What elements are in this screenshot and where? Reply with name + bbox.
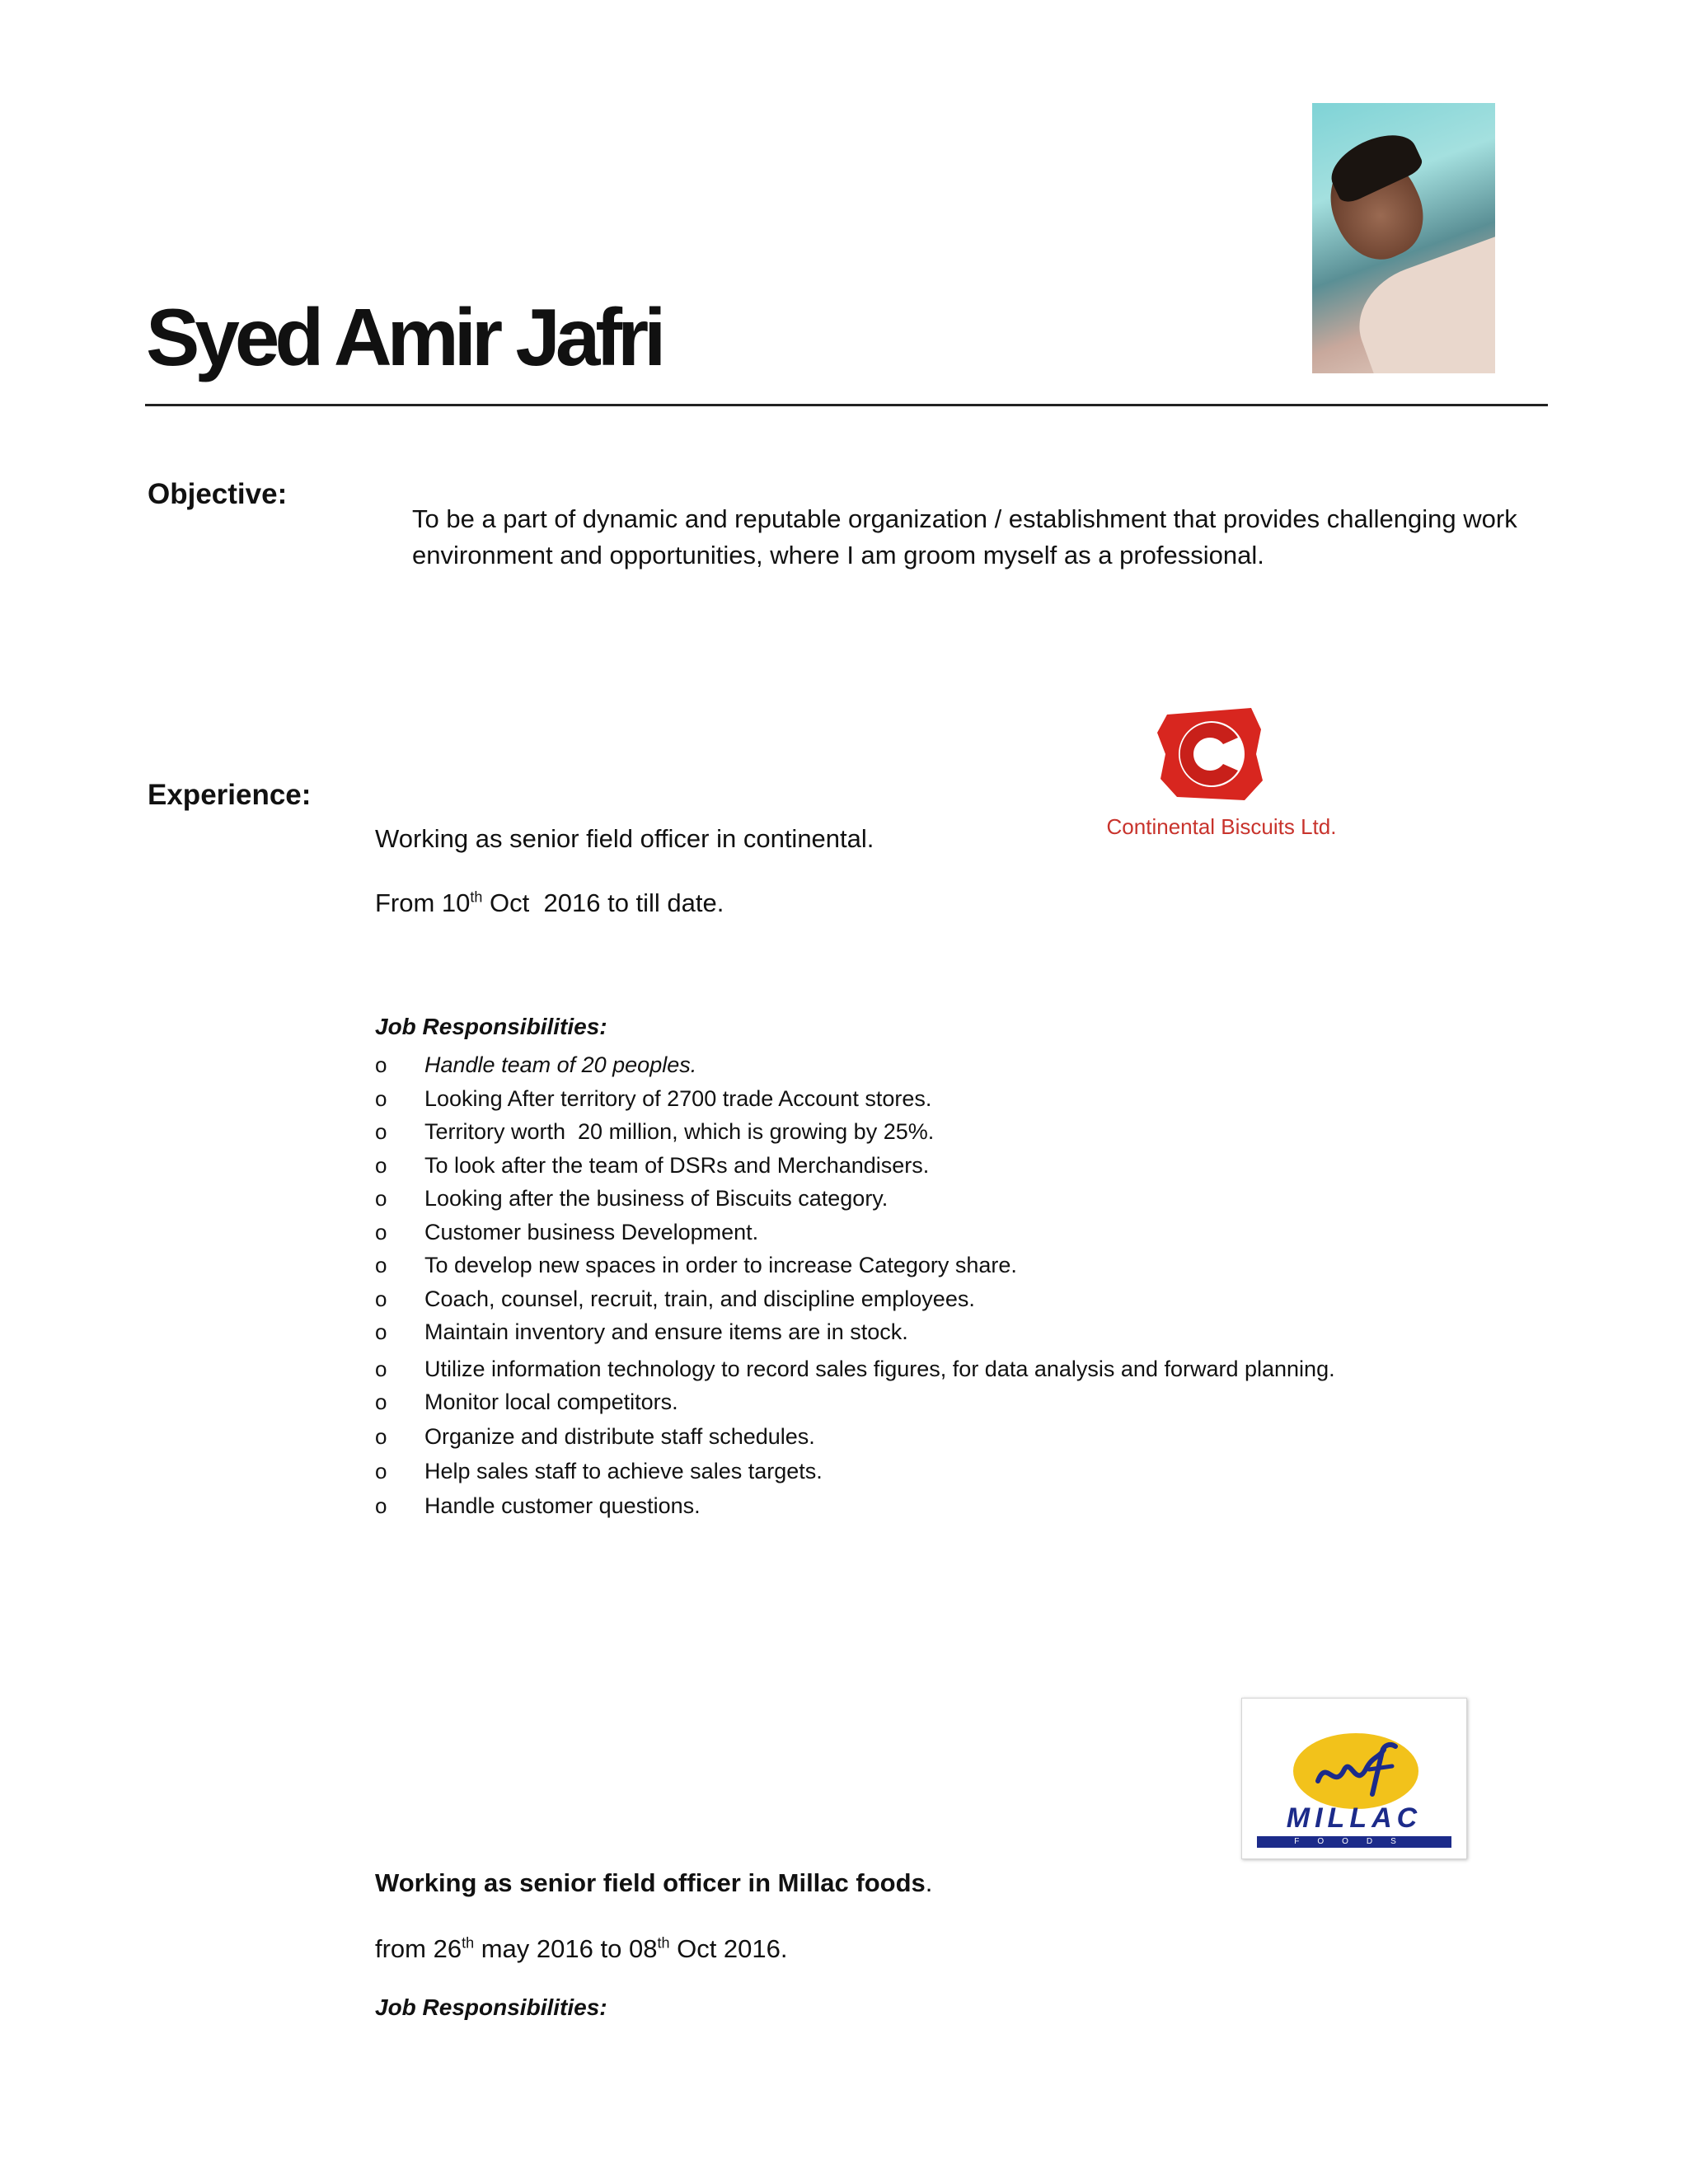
job1-responsibilities-title: Job Responsibilities: xyxy=(375,1014,607,1039)
list-item: o Coach, counsel, recruit, train, and discipline employees. xyxy=(375,1286,975,1311)
job1-responsibilities-list xyxy=(375,1048,1335,1524)
list-item: o Looking After territory of 2700 trade Account stores. xyxy=(375,1085,932,1111)
continental-logo xyxy=(1086,701,1357,849)
continental-logo-caption: Continental Biscuits Ltd. xyxy=(1106,814,1337,839)
objective-text: To be a part of dynamic and reputable organization / establishment that provides challenging work environment and opportunities, where I am groom myself as a professional. xyxy=(412,504,1517,569)
list-item: o Handle customer questions. xyxy=(375,1493,701,1518)
list-item: o To develop new spaces in order to increase Category share. xyxy=(375,1253,1017,1277)
experience-heading: Experience: xyxy=(148,779,312,811)
header-divider xyxy=(145,404,1548,406)
job2-title: Working as senior field officer in Millac foods. xyxy=(375,1868,933,1897)
candidate-name: Syed Amir Jafri xyxy=(146,292,662,382)
list-item: o Handle team of 20 peoples. xyxy=(375,1052,697,1077)
list-item: o Customer business Development. xyxy=(375,1219,759,1244)
list-item: o Maintain inventory and ensure items are in stock. xyxy=(375,1319,908,1344)
millac-logo-sub: FOODS xyxy=(1257,1836,1451,1848)
job2-responsibilities-title: Job Responsibilities: xyxy=(375,1994,607,2020)
list-item: o Looking after the business of Biscuits category. xyxy=(375,1186,889,1211)
millac-logo xyxy=(1241,1698,1467,1859)
millac-logo-word: MILLAC xyxy=(1286,1802,1423,1834)
objective-heading: Objective: xyxy=(148,478,288,510)
profile-photo xyxy=(1312,103,1495,373)
continental-c-icon xyxy=(1152,705,1268,804)
millac-mf-icon xyxy=(1293,1733,1418,1809)
list-item: o Territory worth 20 million, which is growing by 25%. xyxy=(375,1119,935,1144)
list-item: o Organize and distribute staff schedules. xyxy=(375,1423,815,1449)
list-item: o Monitor local competitors. xyxy=(375,1389,678,1414)
list-item: o Utilize information technology to record sales figures, for data analysis and forward planning. xyxy=(375,1356,1335,1381)
job2-dates: from 26th may 2016 to 08th Oct 2016. xyxy=(375,1934,788,1963)
job1-title: Working as senior field officer in continental. xyxy=(375,824,874,853)
list-item: o Help sales staff to achieve sales targets. xyxy=(375,1458,823,1483)
list-item: o To look after the team of DSRs and Merchandisers. xyxy=(375,1152,930,1178)
job1-dates: From 10th Oct 2016 to till date. xyxy=(375,888,724,917)
